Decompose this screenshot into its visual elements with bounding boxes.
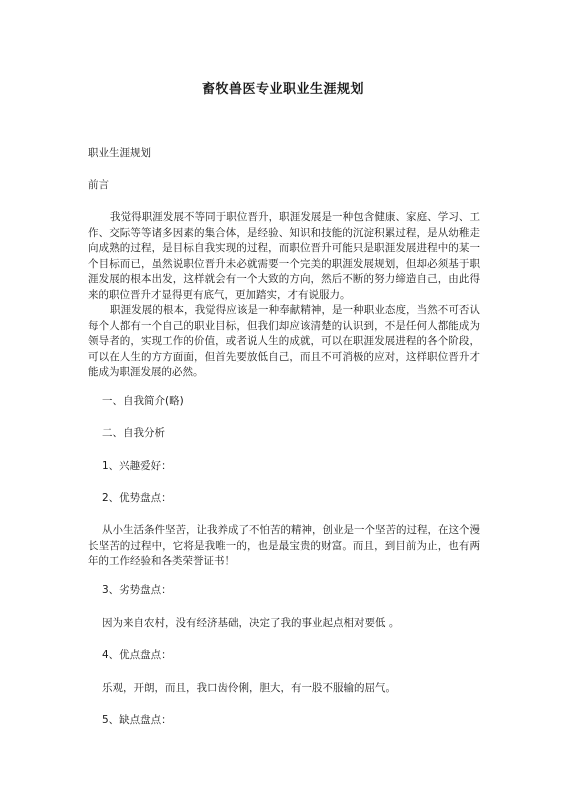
paragraph-2 [88, 303, 480, 381]
paragraph-1-text: 我觉得职涯发展不等同于职位晋升，职涯发展是一种包含健康、家庭、学习、工作、交际等等诸多因素的集合体，是经验、知识和技能的沉淀积累过程，是从幼稚走向成熟的过程，是目标自我实现的过程，而职位晋升可能只是职涯发展进程中的某一个目标而已，虽然说职位晋升未必就需要一个完美的职涯发展规划，但却必须基于职涯发展的根本出发，这样就会有一个大致的方向，然后不断的努力缔造自己，由此得来的职位晋升才显得更有底气，更加踏实，才有说服力。 [88, 211, 480, 301]
item-4-text: 乐观，开朗，而且，我口齿伶俐，胆大，有一股不服输的屈气。 [102, 682, 396, 694]
preface-heading: 前言 [88, 179, 109, 191]
item-2-body [88, 523, 480, 570]
item-3-heading: 3、劣势盘点： [102, 584, 172, 596]
subtitle: 职业生涯规划 [88, 147, 151, 159]
paragraph-1 [88, 210, 480, 303]
item-3-text: 因为来自农村，没有经济基础，决定了我的事业起点相对要低 。 [102, 617, 400, 629]
paragraph-2-text: 职涯发展的根本，我觉得应该是一种奉献精神，是一种职业态度，当然不可否认每个人都有一个自己的职业目标，但我们却应该清楚的认识到，不是任何人都能成为领导者的，实现工作的价值，或者说人生的成就，可以在职涯发展进程的各个阶段，可以在人生的方方面面，但首先要放低自己，而且不可消极的应对，这样职位晋升才能成为职涯发展的必然。 [88, 304, 480, 378]
section-1-heading: 一、自我简介(略) [102, 395, 184, 407]
item-2-heading: 2、优势盘点： [102, 492, 172, 504]
item-5-heading: 5、缺点盘点： [102, 714, 172, 726]
item-1-heading: 1、兴趣爱好： [102, 460, 172, 472]
item-4-heading: 4、优点盘点： [102, 649, 172, 661]
document-title: 畜牧兽医专业职业生涯规划 [201, 82, 364, 97]
item-2-text: 从小生活条件坚苦，让我养成了不怕苦的精神，创业是一个坚苦的过程，在这个漫长坚苦的过程中，它将是我唯一的，也是最宝贵的财富。而且，到目前为止，也有两年的工作经验和各类荣誉证书！ [88, 524, 480, 567]
section-2-heading: 二、自我分析 [102, 427, 165, 439]
